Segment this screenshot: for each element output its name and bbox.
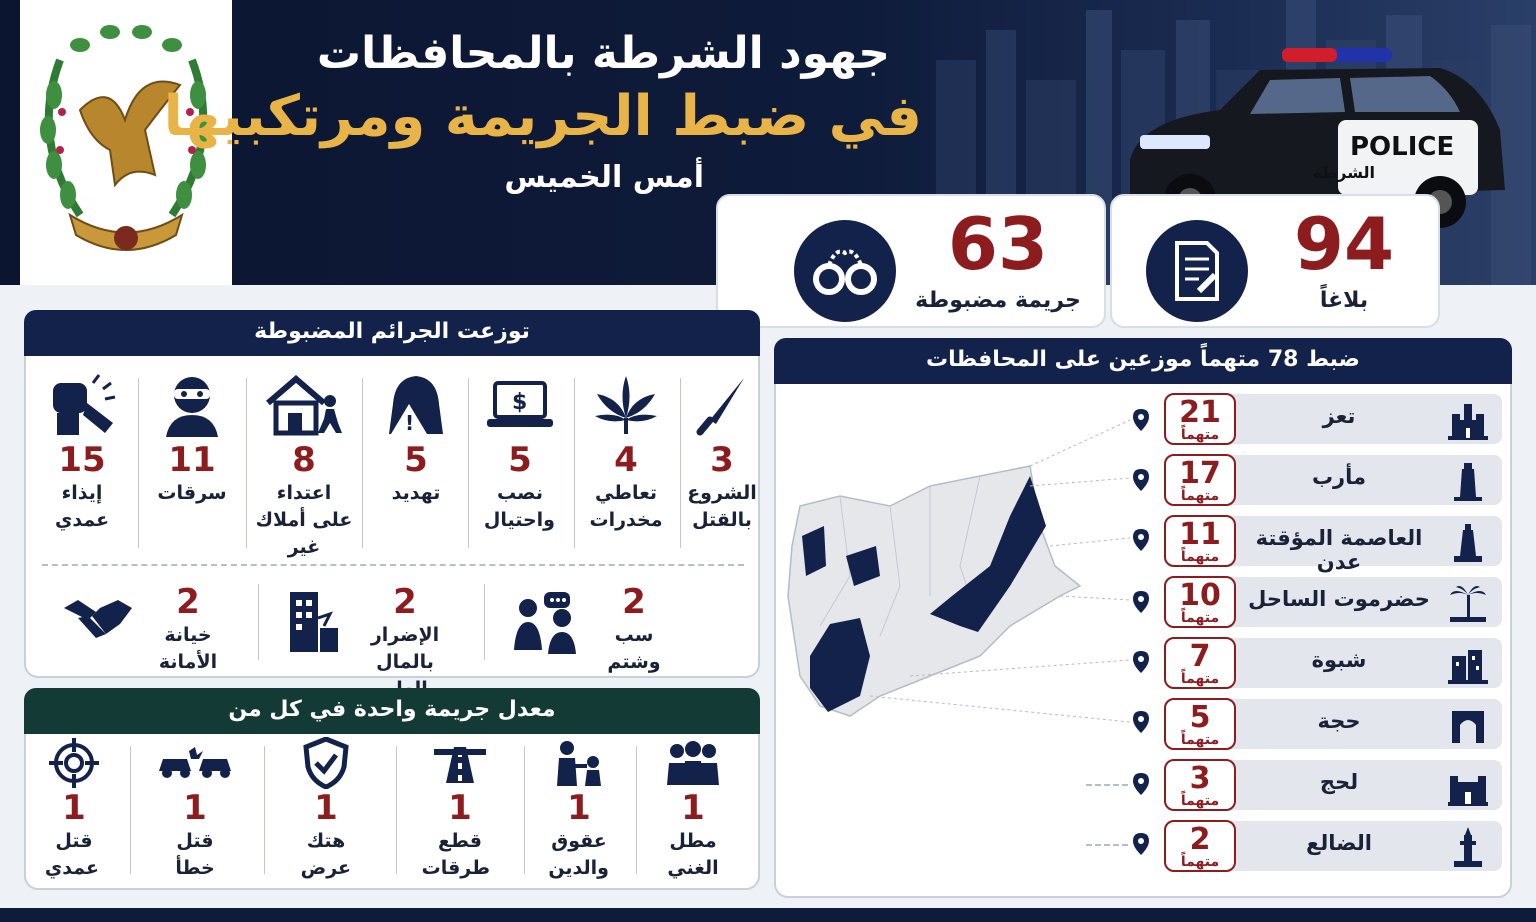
governorate-count: 21 [1179, 395, 1221, 430]
crime-item [248, 370, 360, 561]
yemen-map [780, 396, 1160, 736]
stat-crimes-value: 63 [947, 202, 1049, 286]
rate-item [136, 738, 254, 882]
governorate-row [1164, 394, 1502, 444]
knife-icon [692, 374, 752, 436]
divider [264, 746, 265, 874]
car-crash-icon [157, 745, 233, 781]
governorate-name: شبوة [1311, 648, 1367, 672]
people-argument-icon [512, 590, 582, 656]
fort-icon [1448, 766, 1488, 806]
rate-item [270, 738, 382, 882]
stat-reports-label: بلاغاً [1319, 288, 1369, 313]
divider [246, 378, 247, 548]
crimes-panel-title: توزعت الجرائم المضبوطة [24, 310, 760, 356]
palm-tree-icon [1448, 583, 1488, 623]
governorate-unit: متهماً [1180, 854, 1220, 870]
governorate-row [1164, 577, 1502, 627]
governorate-count: 10 [1179, 578, 1221, 613]
governorate-name: حضرموت الساحل [1248, 587, 1430, 611]
rate-item-value: 1 [448, 788, 472, 828]
masked-thief-icon [162, 373, 222, 437]
governorate-count-badge [1164, 820, 1236, 872]
divider [138, 378, 139, 548]
location-pin-icon [1132, 710, 1150, 734]
crime-item [32, 370, 132, 534]
crime-item-value: 4 [614, 440, 638, 480]
governorate-unit: متهماً [1180, 732, 1220, 748]
crime-item-label: إيذاء عمدي [54, 482, 110, 531]
crimes-distribution-panel [24, 310, 760, 678]
stat-crimes-circle [794, 220, 896, 322]
handshake-icon [62, 594, 134, 644]
title-date-subtitle: أمس الخميس [504, 160, 704, 195]
shield-check-icon [302, 737, 350, 789]
location-pin-icon [1132, 650, 1150, 674]
rate-item [402, 738, 518, 882]
governorate-row [1164, 516, 1502, 574]
crime-item [366, 370, 466, 507]
crime-item [486, 578, 756, 673]
rate-item-value: 1 [314, 788, 338, 828]
governorate-row [1164, 699, 1502, 749]
damaged-building-icon [286, 588, 340, 654]
governorate-count-badge [1164, 393, 1236, 445]
governorate-count-badge [1164, 759, 1236, 811]
governorate-count-badge [1164, 515, 1236, 567]
governorate-name: مأرب [1311, 465, 1367, 489]
parent-child-icon [553, 740, 605, 786]
handcuffs-icon [812, 243, 878, 299]
divider [42, 564, 744, 566]
crime-item-value: 5 [508, 440, 532, 480]
location-pin-icon [1132, 408, 1150, 432]
divider [362, 378, 363, 548]
crime-item-value: 2 [176, 582, 200, 622]
crime-item [576, 370, 676, 534]
title-line-1: جهود الشرطة بالمحافظات [316, 28, 890, 79]
divider [680, 378, 681, 548]
crime-item [682, 370, 762, 534]
governorate-count: 2 [1189, 822, 1211, 857]
rate-item-value: 1 [183, 788, 207, 828]
location-pin-icon [1132, 468, 1150, 492]
divider [524, 746, 525, 874]
governorate-count-badge [1164, 637, 1236, 689]
crime-item-label: سب وشتم [607, 624, 661, 673]
crime-item [34, 578, 254, 673]
governorate-unit: متهماً [1180, 610, 1220, 626]
location-pin-icon [1132, 528, 1150, 552]
rate-item [28, 738, 120, 882]
governorate-count-badge [1164, 576, 1236, 628]
crime-item-label: الإضرار بالمال [370, 624, 440, 673]
rate-item-label: عقوق والدين [548, 830, 609, 879]
divider [636, 746, 637, 874]
governorate-unit: متهماً [1180, 427, 1220, 443]
rate-item-label: قتل عمدي [44, 830, 99, 879]
road-block-icon [432, 743, 488, 783]
rate-item-value: 1 [681, 788, 705, 828]
divider [258, 584, 259, 660]
governorate-row [1164, 760, 1502, 810]
cannabis-leaf-icon [593, 374, 659, 436]
divider [468, 378, 469, 548]
crime-item-label: سرقات [157, 482, 227, 504]
crime-item-label: اعتداء على أملاك غير [255, 482, 353, 558]
governorate-unit: متهماً [1180, 671, 1220, 687]
crime-item-value: 8 [292, 440, 316, 480]
governorate-count: 5 [1189, 700, 1211, 735]
stat-card-crimes [716, 194, 1106, 328]
report-document-icon [1169, 239, 1225, 303]
location-pin-icon [1132, 832, 1150, 856]
car-police-text: POLICE [1350, 132, 1455, 162]
stat-card-reports [1110, 194, 1440, 328]
rate-item [526, 738, 632, 882]
rate-item-label: هتك عرض [300, 830, 351, 879]
crime-item-value: 2 [393, 582, 417, 622]
rate-item-value: 1 [62, 788, 86, 828]
rate-item-label: مطل الغني [667, 830, 719, 879]
laptop-dollar-icon [485, 379, 555, 431]
crime-item [470, 370, 570, 534]
divider [484, 584, 485, 660]
svg-text:!: ! [405, 411, 415, 435]
crime-item-value: 2 [622, 582, 646, 622]
tower-icon [1448, 461, 1488, 501]
mud-building-icon [1448, 644, 1488, 684]
governorate-count: 17 [1179, 456, 1221, 491]
governorate-name: العاصمة المؤقتة عدن [1255, 526, 1423, 574]
governorate-name: حجة [1317, 709, 1361, 733]
rate-panel-title: معدل جريمة واحدة في كل من [24, 688, 760, 734]
crosshair-icon [49, 738, 99, 788]
divider [1086, 844, 1128, 846]
stat-reports-value: 94 [1293, 202, 1395, 286]
location-pin-icon [1132, 590, 1150, 614]
svg-text:$: $ [512, 390, 528, 415]
governorate-row [1164, 821, 1502, 871]
governorate-count-badge [1164, 698, 1236, 750]
governorate-count: 7 [1189, 639, 1211, 674]
crime-item-label: نصب واحتيال [483, 482, 555, 531]
footer-bar [0, 908, 1536, 922]
divider [396, 746, 397, 874]
governorates-panel-title: ضبط 78 متهماً موزعين على المحافظات [774, 338, 1512, 384]
governorate-unit: متهماً [1180, 488, 1220, 504]
crime-item-value: 15 [58, 440, 106, 480]
governorate-count: 3 [1189, 761, 1211, 796]
crime-item-value: 3 [710, 440, 734, 480]
rate-item-value: 1 [567, 788, 591, 828]
rate-item-label: قتل خطأ [175, 830, 215, 879]
group-people-icon [665, 741, 721, 785]
rate-item [638, 738, 748, 882]
car-police-text-ar: الشرطة [1312, 163, 1375, 182]
crime-item-label: خيانة الأمانة [158, 624, 218, 673]
stat-reports-circle [1146, 220, 1248, 322]
crime-item-value: 11 [168, 440, 216, 480]
governorate-row [1164, 638, 1502, 688]
minaret-icon [1448, 827, 1488, 867]
rate-item-label: قطع طرقات [421, 830, 490, 879]
governorate-name: لحج [1319, 770, 1359, 794]
location-pin-icon [1132, 772, 1150, 796]
crime-item [260, 578, 482, 673]
governorate-unit: متهماً [1180, 793, 1220, 809]
lighthouse-icon [1448, 522, 1488, 562]
hooded-threat-icon [383, 374, 449, 436]
crime-item [142, 370, 242, 507]
governorate-count-badge [1164, 454, 1236, 506]
divider [1086, 784, 1128, 786]
governorate-name: تعز [1322, 404, 1356, 428]
divider [130, 746, 131, 874]
crime-item-label: الشروع بالقتل [687, 482, 757, 531]
title-line-2: في ضبط الجريمة ومرتكبيها [163, 84, 922, 149]
fist-assault-icon [47, 373, 117, 437]
arch-gate-icon [1448, 705, 1488, 745]
governorate-row [1164, 455, 1502, 505]
divider [574, 378, 575, 548]
house-intruder-icon [264, 373, 344, 437]
governorate-count: 11 [1179, 517, 1221, 552]
crime-item-label: تعاطي مخدرات [589, 482, 663, 531]
governorate-unit: متهماً [1180, 549, 1220, 565]
stat-crimes-label: جريمة مضبوطة [915, 288, 1081, 313]
crime-item-label: تهديد [391, 482, 441, 504]
castle-icon [1448, 400, 1488, 440]
governorate-name: الضالع [1306, 831, 1372, 855]
crime-item-value: 5 [404, 440, 428, 480]
rate-panel [24, 688, 760, 890]
